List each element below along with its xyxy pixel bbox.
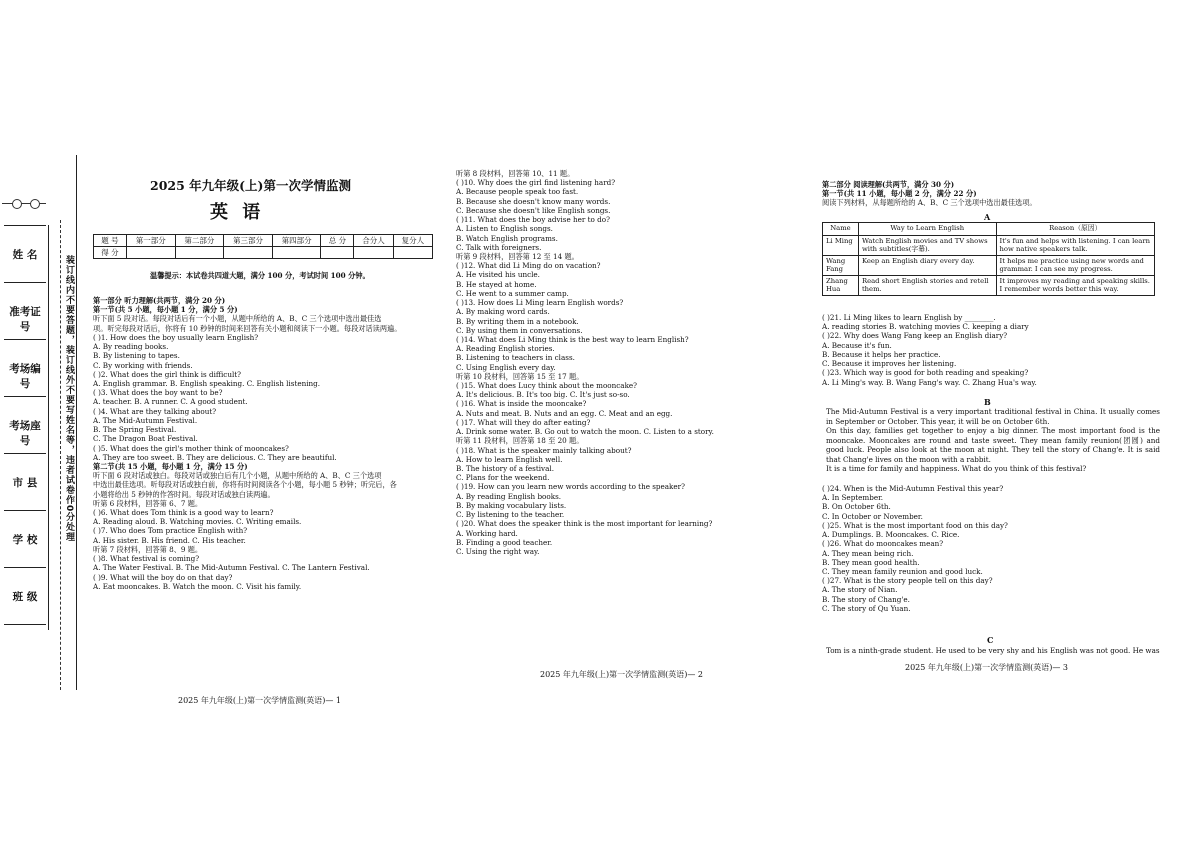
- text-line: B. He stayed at home.: [456, 279, 537, 289]
- text-line: C. Plans for the weekend.: [456, 473, 550, 483]
- score-cell[interactable]: [175, 247, 224, 259]
- score-header-cell: 第三部分: [224, 235, 273, 247]
- text-line: A. How to learn English well.: [456, 454, 563, 464]
- text-line: 第二部分 阅读理解(共两节，满分 30 分): [822, 180, 955, 189]
- text-line: C. By working with friends.: [93, 360, 193, 370]
- text-line: 听下面 5 段对话。每段对话后有一个小题，从题中所给的 A、B、C 三个选项中选出最佳选: [93, 314, 382, 324]
- text-line: C. The story of Qu Yuan.: [822, 603, 911, 613]
- text-line: ( )7. Who does Tom practice English with?: [93, 526, 248, 536]
- text-line: B. By listening to tapes.: [93, 351, 180, 361]
- binding-circle-row: [2, 198, 46, 210]
- page-footer-3: 2025 年九年级(上)第一次学情监测(英语)— 3: [905, 663, 1069, 672]
- text-line: B. Listening to teachers in class.: [456, 353, 575, 363]
- binding-field-label: 姓 名: [12, 249, 38, 261]
- text-line: ( )15. What does Lucy think about the mooncake?: [456, 381, 638, 391]
- text-line: A. Drink some water. B. Go out to watch the moon. C. Listen to a story.: [456, 427, 714, 437]
- score-cell[interactable]: [321, 247, 354, 259]
- score-header-cell: 第四部分: [272, 235, 321, 247]
- text-line: C. By listening to the teacher.: [456, 510, 565, 520]
- text-line: 听第 8 段材料，回答第 10、11 题。: [456, 169, 575, 178]
- text-line: C. In October or November.: [822, 511, 923, 521]
- passage-c-label: C: [987, 635, 994, 645]
- score-cell[interactable]: 得 分: [94, 247, 127, 259]
- passage-paragraph: On this day, families get together to enjoy a big dinner. The most important food is the mooncake. Mooncakes are round and taste sweet. They mean family reunion(团圆) and good luck. People also look at the moon at night. They tell the story of Chang'e. It is said that Chang'e lives on the moon with a rabbit.: [826, 426, 1160, 464]
- table-cell: It helps me practice using new words and grammar. I can see my progress.: [996, 255, 1154, 275]
- score-cell[interactable]: [224, 247, 273, 259]
- text-line: A. Working hard.: [456, 528, 518, 538]
- score-cell[interactable]: [393, 247, 432, 259]
- passage-b-label: B: [984, 397, 991, 407]
- table-cell: Zhang Hua: [823, 275, 859, 295]
- score-header-cell: 合分人: [354, 235, 393, 247]
- text-line: ( )3. What does the boy want to be?: [93, 388, 223, 398]
- text-line: A. Reading English stories.: [456, 344, 555, 354]
- reading-intro: [822, 180, 1162, 208]
- binding-field-label: 考场编号: [9, 363, 41, 390]
- text-line: ( )26. What do mooncakes mean?: [822, 539, 944, 549]
- text-line: A. Li Ming's way. B. Wang Fang's way. C. Zhang Hua's way.: [822, 377, 1037, 387]
- text-line: B. Because she doesn't know many words.: [456, 196, 611, 206]
- score-header-cell: 题 号: [94, 235, 127, 247]
- text-line: 第一节(共 5 小题，每小题 1 分，满分 5 分): [93, 305, 238, 315]
- text-line: 听下面 6 段对话或独白。每段对话或独白后有几个小题，从题中所给的 A、B、C 三个选项: [93, 471, 382, 481]
- text-line: C. Because she doesn't like English songs.: [456, 205, 611, 215]
- learning-ways-table: [822, 222, 1155, 296]
- text-line: C. Using English every day.: [456, 362, 556, 372]
- passage-c-text: Tom is a ninth-grade student. He used to be very shy and his English was not good. He was: [826, 646, 1160, 655]
- score-header-cell: 复分人: [393, 235, 432, 247]
- text-line: ( )20. What does the speaker think is the most important for learning?: [456, 519, 713, 529]
- text-line: B. The story of Chang'e.: [822, 594, 910, 604]
- score-header-cell: 总 分: [321, 235, 354, 247]
- text-line: 第一部分 听力理解(共两节，满分 20 分): [93, 296, 226, 305]
- text-line: ( )2. What does the girl think is difficult?: [93, 369, 241, 379]
- score-table: [93, 234, 433, 259]
- text-line: A. It's delicious. B. It's too big. C. It's just so-so.: [456, 390, 630, 400]
- page-footer-1: 2025 年九年级(上)第一次学情监测(英语)— 1: [178, 696, 342, 705]
- table-cell: Watch English movies and TV shows with subtitles(字幕).: [858, 236, 996, 256]
- binding-field-label: 考场座号: [9, 420, 41, 447]
- text-line: A. Reading aloud. B. Watching movies. C. Writing emails.: [93, 517, 302, 527]
- text-line: ( )4. What are they talking about?: [93, 406, 217, 416]
- binding-field-label: 准考证号: [9, 306, 41, 333]
- table-row: [823, 255, 1155, 275]
- score-cell[interactable]: [354, 247, 393, 259]
- binding-warning: 装订线内不要答题，装订线外不要写姓名等，违者试卷作0分处理: [64, 255, 74, 543]
- score-cell[interactable]: [126, 247, 175, 259]
- text-line: ( )23. Which way is good for both reading and speaking?: [822, 368, 1029, 378]
- text-line: ( )10. Why does the girl find listening hard?: [456, 178, 616, 188]
- text-line: ( )21. Li Ming likes to learn English by ________.: [822, 313, 996, 322]
- score-header-cell: 第二部分: [175, 235, 224, 247]
- text-line: C. They mean family reunion and good luck.: [822, 566, 983, 576]
- text-line: A. In September.: [822, 493, 884, 503]
- text-line: B. By making vocabulary lists.: [456, 500, 567, 510]
- text-line: 小题将给出 5 秒钟的作答时间。每段对话或独白读两遍。: [93, 489, 275, 499]
- text-line: ( )16. What is inside the mooncake?: [456, 399, 587, 409]
- subject-title: 英 语: [210, 202, 265, 223]
- table-row: [823, 236, 1155, 256]
- text-line: A. The story of Nian.: [822, 585, 898, 595]
- text-line: ( )5. What does the girl's mother think of mooncakes?: [93, 443, 289, 453]
- text-line: A. He visited his uncle.: [456, 270, 540, 280]
- text-line: C. By using them in conversations.: [456, 325, 583, 335]
- text-line: 第二节(共 15 小题，每小题 1 分，满分 15 分): [93, 461, 248, 471]
- text-line: ( )18. What is the speaker mainly talking about?: [456, 445, 632, 455]
- text-line: ( )25. What is the most important food on this day?: [822, 520, 1008, 530]
- exam-title: 2025 年九年级(上)第一次学情监测: [150, 178, 351, 193]
- table-cell: Wang Fang: [823, 255, 859, 275]
- text-line: A. The Mid-Autumn Festival.: [93, 415, 198, 425]
- passage-a-questions: [822, 313, 1162, 387]
- text-line: B. Because it helps her practice.: [822, 349, 941, 359]
- text-line: A. By reading books.: [93, 342, 169, 352]
- text-line: ( )11. What does the boy advise her to do?: [456, 215, 610, 225]
- text-line: C. The Dragon Boat Festival.: [93, 434, 198, 444]
- text-line: A. The Water Festival. B. The Mid-Autumn Festival. C. The Lantern Festival.: [93, 563, 370, 573]
- binding-field-label: 学 校: [12, 534, 38, 546]
- text-line: A. His sister. B. His friend. C. His teacher.: [93, 535, 246, 545]
- text-line: C. He went to a summer camp.: [456, 288, 569, 298]
- text-line: ( )8. What festival is coming?: [93, 554, 200, 564]
- text-line: A. English grammar. B. English speaking. C. English listening.: [93, 378, 321, 388]
- text-line: A. Dumplings. B. Mooncakes. C. Rice.: [822, 530, 960, 540]
- text-line: 项。听完每段对话后，你将有 10 秒钟的时间来回答有关小题和阅读下一小题。每段对话读两遍。: [93, 323, 402, 333]
- table-header-cell: Name: [823, 223, 859, 236]
- text-line: 听第 10 段材料，回答第 15 至 17 题。: [456, 371, 584, 381]
- text-line: ( )27. What is the story people tell on this day?: [822, 576, 993, 586]
- table-cell: It's fun and helps with listening. I can learn how native speakers talk.: [996, 236, 1154, 256]
- passage-paragraph: The Mid-Autumn Festival is a very important traditional festival in China. It usually comes in September or October. This year, it will be on October 6th.: [826, 407, 1160, 426]
- text-line: 阅读下列材料，从每题所给的 A、B、C 三个选项中选出最佳选项。: [822, 198, 1037, 208]
- text-line: ( )13. How does Li Ming learn English words?: [456, 298, 624, 308]
- listening-section-2: [456, 169, 796, 556]
- text-line: B. The history of a festival.: [456, 464, 554, 473]
- text-line: A. They mean being rich.: [822, 548, 914, 558]
- text-line: ( )1. How does the boy usually learn English?: [93, 332, 259, 342]
- text-line: C. Because it improves her listening.: [822, 359, 957, 369]
- text-line: 听第 7 段材料，回答第 8、9 题。: [93, 544, 203, 554]
- text-line: A. Eat mooncakes. B. Watch the moon. C. Visit his family.: [93, 581, 302, 591]
- table-row: [823, 275, 1155, 295]
- text-line: ( )24. When is the Mid-Autumn Festival this year?: [822, 484, 1004, 493]
- listening-section: [93, 296, 445, 591]
- passage-a-label: A: [984, 212, 991, 222]
- text-line: A. teacher. B. A runner. C. A good student.: [93, 397, 248, 407]
- score-header-cell: 第一部分: [126, 235, 175, 247]
- text-line: A. By reading English books.: [456, 491, 562, 501]
- text-line: B. They mean good health.: [822, 557, 920, 567]
- text-line: A. They are too sweet. B. They are delicious. C. They are beautiful.: [93, 452, 337, 462]
- text-line: A. Because people speak too fast.: [456, 187, 579, 197]
- text-line: ( )22. Why does Wang Fang keep an English diary?: [822, 331, 1008, 341]
- text-line: 第一节(共 11 小题，每小题 2 分，满分 22 分): [822, 189, 977, 199]
- text-line: ( )14. What does Li Ming think is the best way to learn English?: [456, 334, 689, 344]
- text-line: ( )19. How can you learn new words according to the speaker?: [456, 482, 685, 492]
- text-line: A. reading stories B. watching movies C. keeping a diary: [822, 322, 1029, 332]
- text-line: 听第 11 段材料，回答第 18 至 20 题。: [456, 436, 584, 446]
- table-cell: Li Ming: [823, 236, 859, 256]
- text-line: B. Watch English programs.: [456, 233, 558, 243]
- passage-b-questions: [822, 484, 1162, 613]
- text-line: A. Listen to English songs.: [456, 224, 553, 234]
- text-line: B. By writing them in a notebook.: [456, 316, 579, 326]
- score-cell[interactable]: [272, 247, 321, 259]
- binding-field-label: 市 县: [12, 477, 38, 489]
- text-line: ( )17. What will they do after eating?: [456, 417, 591, 427]
- passage-paragraph: It is a time for family and happiness. What do you think of this festival?: [826, 464, 1087, 473]
- text-line: ( )12. What did Li Ming do on vacation?: [456, 261, 601, 271]
- passage-b-text: [826, 407, 1160, 474]
- binding-field-label: 班 级: [12, 591, 38, 603]
- text-line: B. Finding a good teacher.: [456, 537, 553, 547]
- page-footer-2: 2025 年九年级(上)第一次学情监测(英语)— 2: [540, 670, 704, 679]
- exam-tip: 温馨提示：本试卷共四道大题，满分 100 分，考试时间 100 分钟。: [150, 271, 370, 280]
- table-header-cell: Reason（原因）: [996, 223, 1154, 236]
- table-cell: It improves my reading and speaking skills. I remember words better this way.: [996, 275, 1154, 295]
- text-line: A. By making word cards.: [456, 307, 550, 317]
- text-line: B. On October 6th.: [822, 502, 891, 512]
- table-cell: Keep an English diary every day.: [858, 255, 996, 275]
- table-cell: Read short English stories and retell them.: [858, 275, 996, 295]
- text-line: C. Talk with foreigners.: [456, 242, 542, 252]
- table-header-cell: Way to Learn English: [858, 223, 996, 236]
- text-line: 听第 9 段材料，回答第 12 至 14 题。: [456, 251, 579, 261]
- text-line: A. Because it's fun.: [822, 340, 892, 350]
- text-line: 中选出最佳选项。听每段对话或独白前，你将有时间阅读各个小题，每小题 5 秒钟；听完后，各: [93, 480, 397, 490]
- text-line: ( )6. What does Tom think is a good way to learn?: [93, 508, 274, 518]
- text-line: 听第 6 段材料，回答第 6、7 题。: [93, 498, 203, 508]
- text-line: B. The Spring Festival.: [93, 425, 177, 435]
- text-line: ( )9. What will the boy do on that day?: [93, 572, 233, 582]
- text-line: C. Using the right way.: [456, 546, 540, 556]
- text-line: A. Nuts and meat. B. Nuts and an egg. C. Meat and an egg.: [456, 408, 673, 418]
